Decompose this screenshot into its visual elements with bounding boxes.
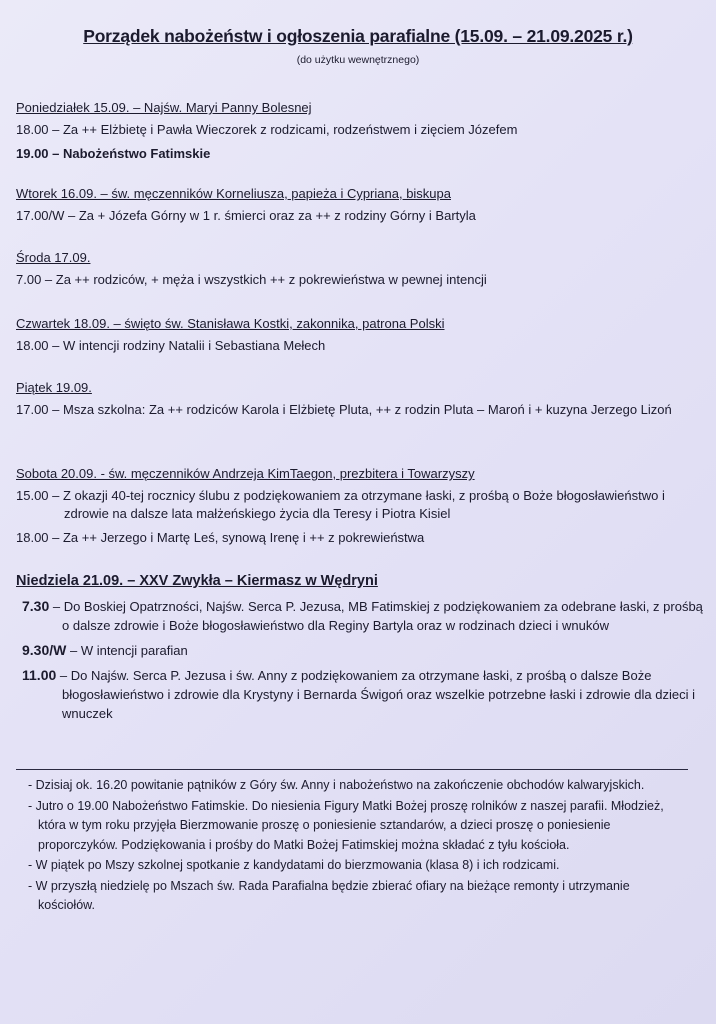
day-saturday (16, 466, 706, 553)
day-sunday (16, 573, 706, 729)
announcement-item: - W piątek po Mszy szkolnej spotkanie z kandydatami do bierzmowania (klasa 8) i ich rodzicami. (28, 858, 560, 872)
announcement-item: - Dzisiaj ok. 16.20 powitanie pątników z Góry św. Anny i nabożeństwo na zakończenie obchodów kalwaryjskich. (28, 778, 645, 792)
mass-entry (16, 666, 706, 723)
day-wednesday (16, 250, 706, 295)
day-header: Środa 17.09. (16, 250, 91, 265)
announcement-item: - Jutro o 19.00 Nabożeństwo Fatimskie. Do niesienia Figury Matki Bożej proszę rolników z naszej parafii. Młodzież, która w tym roku przyjęła Bierzmowanie proszę o poniesienie sztandarów, a dzieci proszę o poniesienie proporczyków. Podziękowania i prośby do Matki Bożej Fatimskiej można składać z tyłu kościoła. (28, 798, 664, 852)
page-title: Porządek nabożeństw i ogłoszenia parafialne (15.09. – 21.09.2025 r.) (83, 26, 633, 46)
page-subtitle: (do użytku wewnętrznego) (296, 54, 420, 66)
mass-entry: 18.00 – Za ++ Elżbietę i Pawła Wieczorek z rodzicami, rodzeństwem i zięciem Józefem (16, 122, 518, 137)
day-thursday (16, 316, 706, 361)
day-monday (16, 100, 706, 169)
mass-intention: – W intencji parafian (66, 643, 188, 658)
mass-time: 7.30 (22, 598, 50, 614)
mass-time: 9.30/W (22, 642, 67, 658)
announcements (18, 776, 690, 917)
mass-entry (16, 597, 706, 635)
mass-entry: 15.00 – Z okazji 40-tej rocznicy ślubu z podziękowaniem za otrzymane łaski, z prośbą o Boże błogosławieństwo i zdrowie na dalsze lata małżeńskiego życia dla Teresy i Piotra Kisiel (16, 488, 665, 521)
mass-intention: – Do Boskiej Opatrzności, Najśw. Serca P. Jezusa, MB Fatimskiej z podziękowaniem za odebrane łaski, z prośbą o dalsze zdrowie i Boże błogosławieństwo dla Reginy Bartyla oraz w rodzinach dzieci i wnuków (49, 599, 703, 633)
mass-entry: 17.00 – Msza szkolna: Za ++ rodziców Karola i Elżbietę Pluta, ++ z rodzin Pluta – Maroń i + kuzyna Jerzego Lizoń (16, 402, 672, 417)
announcement-item: - W przyszłą niedzielę po Mszach św. Rada Parafialna będzie zbierać ofiary na bieżące remonty i utrzymanie kościołów. (28, 878, 630, 912)
mass-entry: 18.00 – W intencji rodziny Natalii i Sebastiana Mełech (16, 338, 326, 353)
mass-entry (16, 641, 706, 660)
day-header: Piątek 19.09. (16, 380, 92, 395)
mass-entry: 17.00/W – Za + Józefa Górny w 1 r. śmierci oraz za ++ z rodziny Górny i Bartyla (16, 208, 476, 223)
day-header: Niedziela 21.09. – XXV Zwykła – Kiermasz w Wędryni (16, 573, 378, 589)
mass-entry: 19.00 – Nabożeństwo Fatimskie (16, 146, 211, 161)
day-header: Czwartek 18.09. – święto św. Stanisława Kostki, zakonnika, patrona Polski (16, 316, 445, 331)
day-header: Sobota 20.09. - św. męczenników Andrzeja KimTaegon, prezbitera i Towarzyszy (16, 466, 475, 481)
day-header: Poniedziałek 15.09. – Najśw. Maryi Panny Bolesnej (16, 100, 312, 115)
day-friday (16, 380, 706, 425)
section-divider (16, 769, 688, 770)
mass-time: 11.00 (22, 667, 57, 683)
day-tuesday (16, 186, 706, 231)
mass-entry: 18.00 – Za ++ Jerzego i Martę Leś, synową Irenę i ++ z pokrewieństwa (16, 530, 425, 545)
mass-entry: 7.00 – Za ++ rodziców, + męża i wszystkich ++ z pokrewieństwa w pewnej intencji (16, 272, 487, 287)
mass-intention: – Do Najśw. Serca P. Jezusa i św. Anny z podziękowaniem za otrzymane łaski, z prośbą o dalsze Boże błogosławieństwo i zdrowie dla Krystyny i Bernarda Świgoń oraz wszelkie potrzebne łaski i zdrowie dla dzieci i wnuczek (56, 668, 695, 721)
day-header: Wtorek 16.09. – św. męczenników Korneliusza, papieża i Cypriana, biskupa (16, 186, 451, 201)
